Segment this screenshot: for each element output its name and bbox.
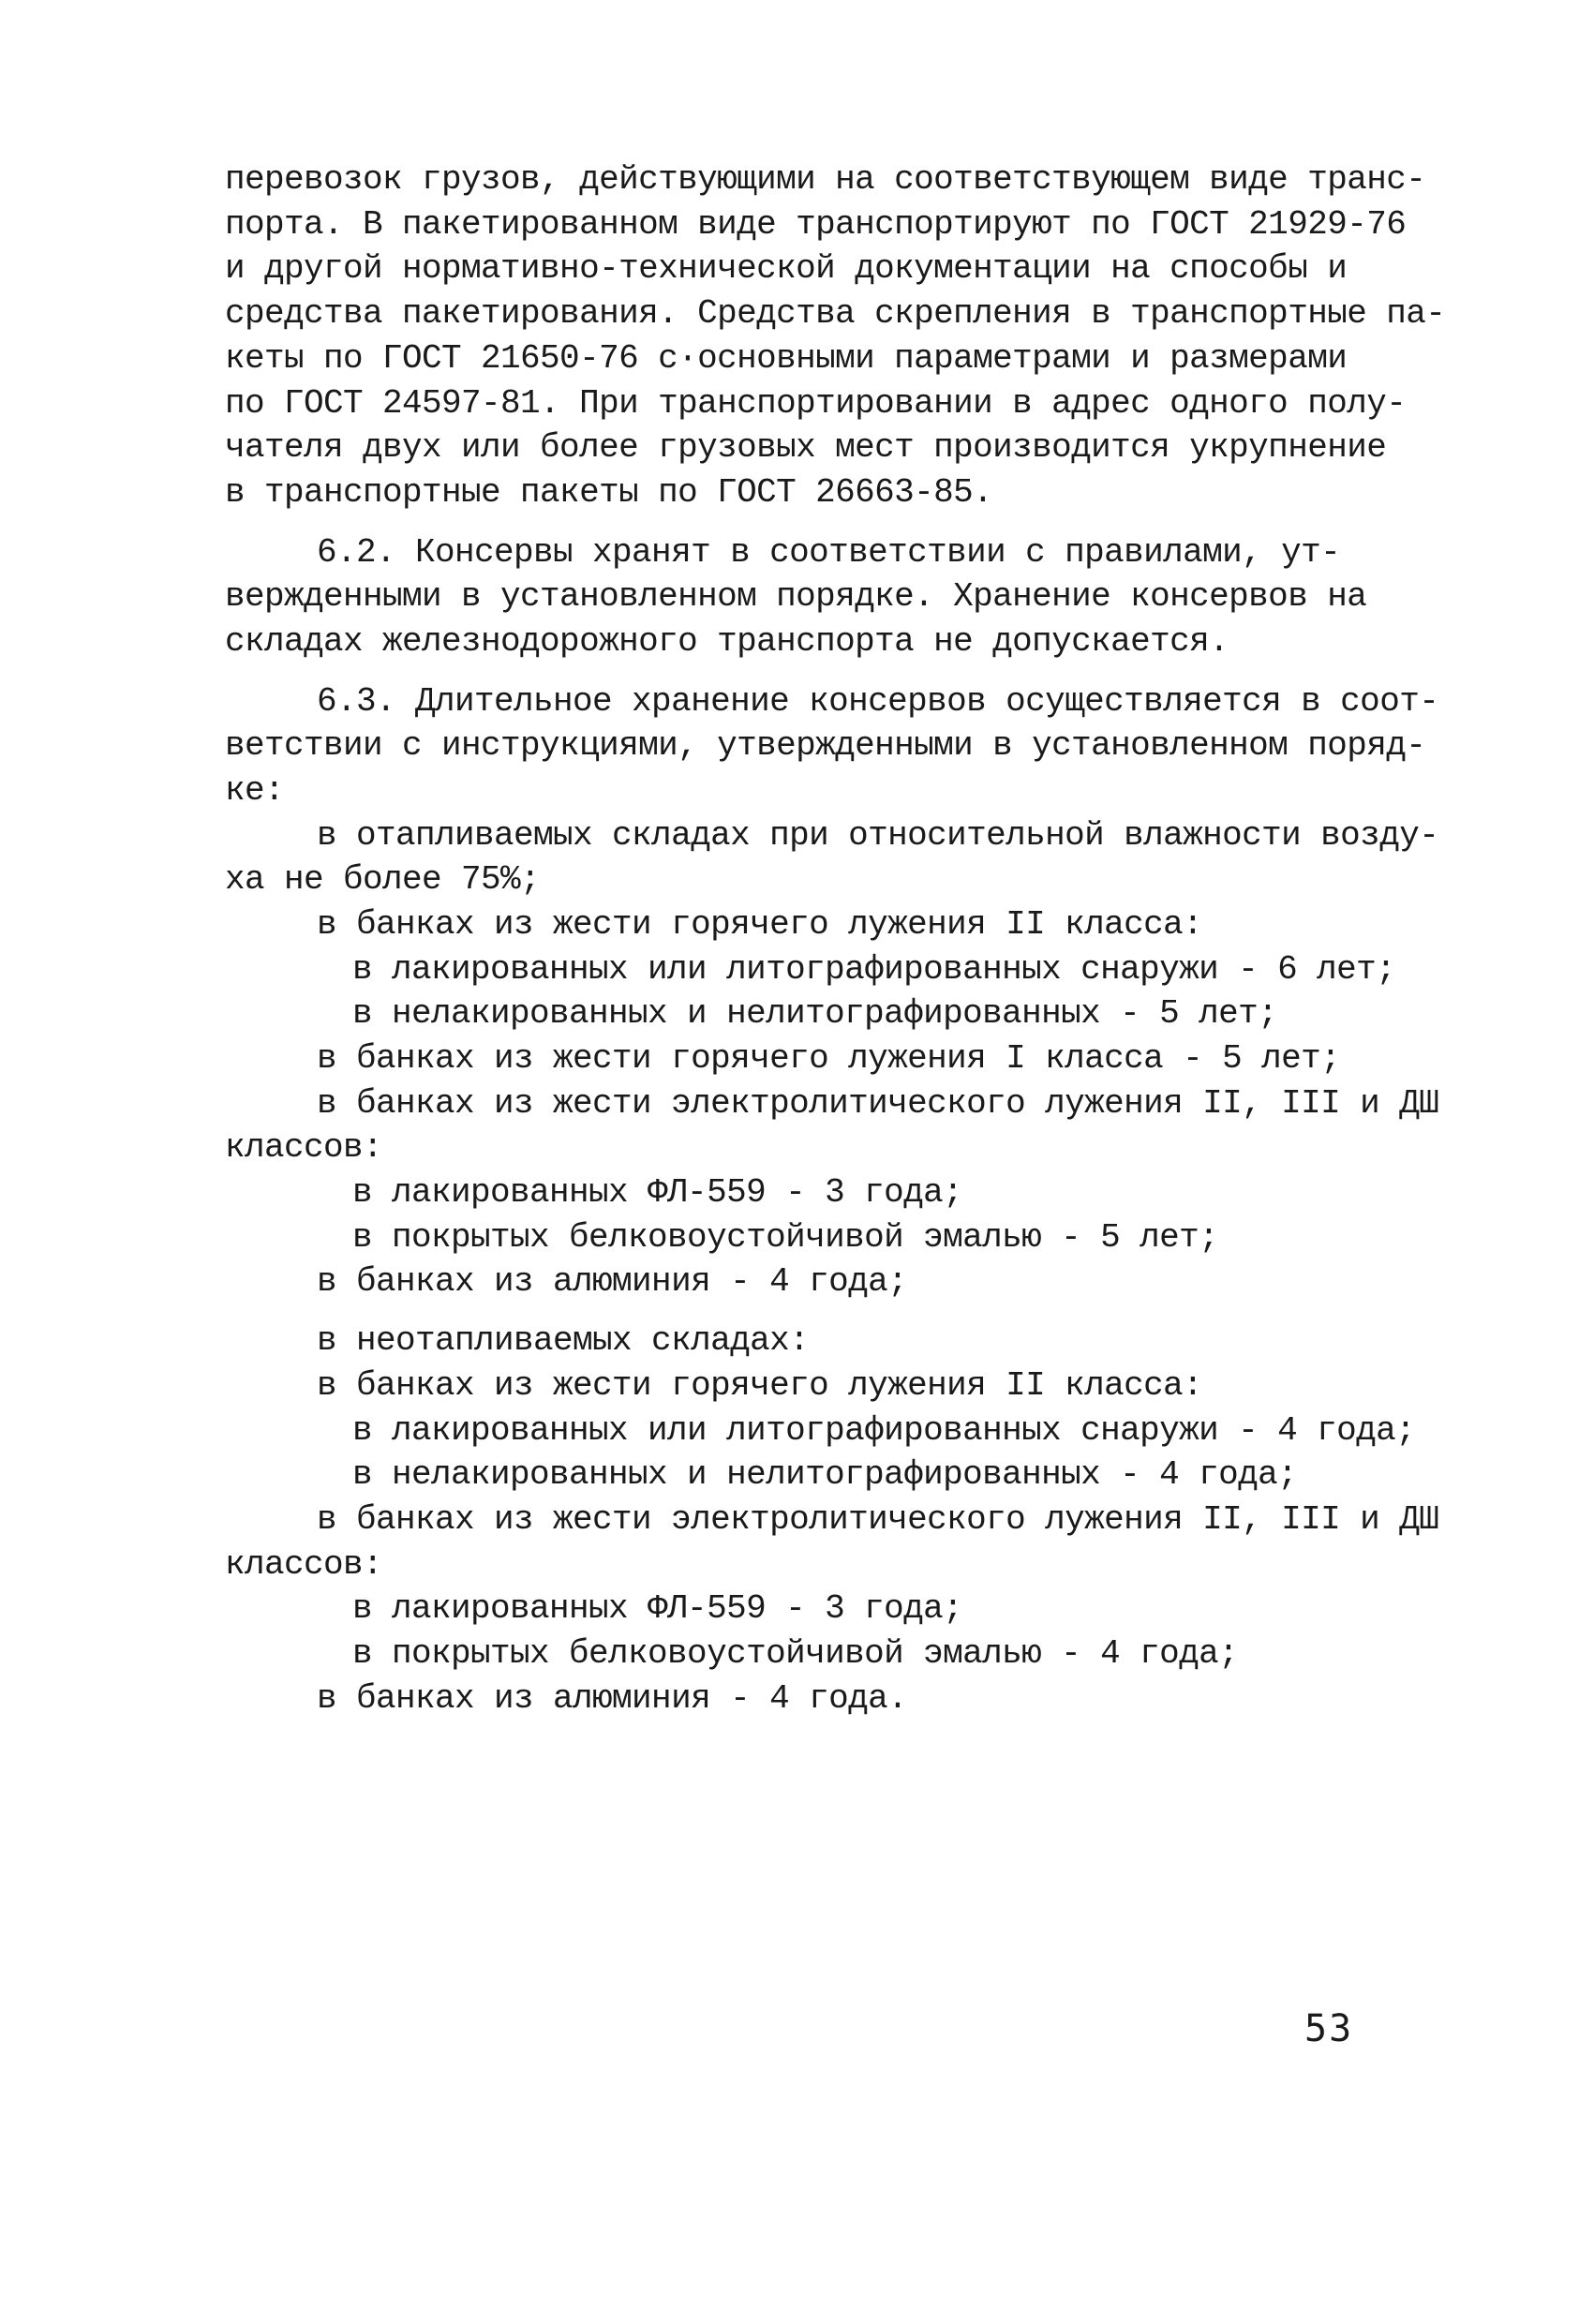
text-line: по ГОСТ 24597-81. При транспортировании в адрес одного полу- [225, 384, 1407, 423]
heated-storage-line: в банках из жести электролитического лужения II, III и ДШ [317, 1084, 1439, 1123]
unheated-storage-line: в покрытых белковоустойчивой эмалью - 4 года; [352, 1634, 1239, 1673]
heated-storage-line: в банках из жести горячего лужения I класса - 5 лет; [317, 1039, 1341, 1078]
text-line: ке: [225, 771, 285, 810]
heated-storage-line: классов: [225, 1128, 383, 1167]
heated-storage-line: в лакированных ФЛ-559 - 3 года; [352, 1173, 963, 1212]
text-line: кеты по ГОСТ 21650-76 с·основными параметрами и размерами [225, 339, 1348, 378]
unheated-storage-line: в неотапливаемых складах: [317, 1321, 810, 1360]
unheated-storage-line: классов: [225, 1545, 383, 1584]
heated-storage-line: в покрытых белковоустойчивой эмалью - 5 лет; [352, 1218, 1219, 1257]
heated-storage-line: в лакированных или литографированных снаружи - 6 лет; [352, 950, 1396, 989]
unheated-storage-line: в нелакированных и нелитографированных - 4 года; [352, 1455, 1298, 1494]
unheated-storage-line: в лакированных или литографированных снаружи - 4 года; [352, 1411, 1416, 1450]
text-line: средства пакетирования. Средства скрепления в транспортные па- [225, 294, 1446, 333]
heated-storage-line: в отапливаемых складах при относительной влажности возду- [317, 816, 1439, 855]
heated-storage-line: в нелакированных и нелитографированных - 5 лет; [352, 994, 1278, 1033]
unheated-storage-line: в лакированных ФЛ-559 - 3 года; [352, 1589, 963, 1628]
text-line: порта. В пакетированном виде транспортируют по ГОСТ 21929-76 [225, 205, 1407, 244]
heated-storage-line: в банках из жести горячего лужения II класса: [317, 905, 1203, 944]
paragraph-6-3-heading-line: 6.3. Длительное хранение консервов осуществляется в соот- [317, 682, 1439, 721]
unheated-storage-line: в банках из жести горячего лужения II класса: [317, 1366, 1203, 1405]
text-line: вержденными в установленном порядке. Хранение консервов на [225, 577, 1367, 616]
heated-storage-line: ха не более 75%; [225, 860, 541, 899]
text-line: в транспортные пакеты по ГОСТ 26663-85. [225, 473, 993, 512]
text-line: перевозок грузов, действующими на соответствующем виде транс- [225, 160, 1426, 199]
unheated-storage-line: в банках из жести электролитического лужения II, III и ДШ [317, 1500, 1439, 1539]
text-line: и другой нормативно-технической документации на способы и [225, 249, 1348, 288]
text-line: чателя двух или более грузовых мест производится укрупнение [225, 428, 1387, 467]
text-line: складах железнодорожного транспорта не допускается. [225, 622, 1229, 661]
heated-storage-line: в банках из алюминия - 4 года; [317, 1262, 908, 1301]
paragraph-6-2-heading-line: 6.2. Консервы хранят в соответствии с правилами, ут- [317, 533, 1341, 572]
page-number: 53 [1304, 2007, 1354, 2050]
unheated-storage-line: в банках из алюминия - 4 года. [317, 1679, 908, 1718]
text-line: ветствии с инструкциями, утвержденными в установленном поряд- [225, 726, 1426, 765]
